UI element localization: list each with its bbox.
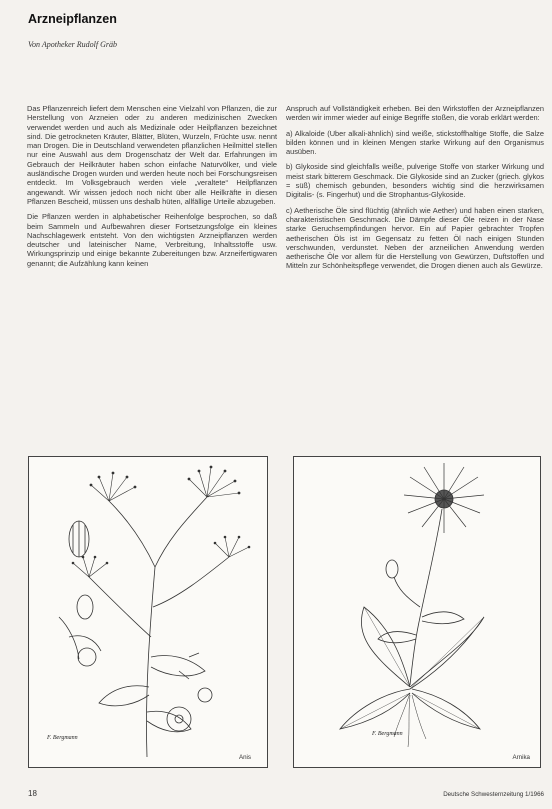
anise-illustration xyxy=(29,457,267,767)
paragraph: Das Pflanzenreich liefert dem Menschen eine Vielzahl von Pflanzen, die zur Herstellung von Arzneien oder zu anderen medizinischen Zwecken verwendet werden und auch als Medizinale oder Heilpflanzen bezeichnet sind. Die getrockneten Kräuter, Blätter, Blüten, Wurzeln, Früchte usw. nennt man Drogen. Die in Deutschland verwendeten pflanzlichen Heilmittel stellen nur eine Auswahl aus dem Drogenschatz der Welt dar. Erfahrungen im Gebrauch der Heilkräuter haben schon einfache Naturvölker, und viele ausländische Drogen wurden und werden heute noch bei Forschungsreisen entdeckt. Im Volksgebrauch werden viele „veraltete“ Heilpflanzen angewandt. Wir wissen jedoch noch nicht über alle Heilkräfte in diesen Pflanzen Bescheid, müssen uns deshalb hüten, allfällige Urteile abzugeben. xyxy=(27,104,277,206)
figure-caption: Arnika xyxy=(512,754,530,761)
illustrator-signature: F. Bergmann xyxy=(372,731,403,737)
figure-arnika xyxy=(293,456,541,768)
arnica-illustration xyxy=(294,457,540,767)
paragraph: a) Alkaloide (Uber alkali-ähnlich) sind weiße, stickstoffhaltige Stoffe, die Salze bilden können und in kleinen Mengen starke Wirkung auf den Organismus ausüben. xyxy=(286,128,544,157)
illustrator-signature: F. Bergmann xyxy=(47,735,78,741)
figure-anis xyxy=(28,456,268,768)
page-number: 18 xyxy=(28,789,37,798)
paragraph: b) Glykoside sind gleichfalls weiße, pulverige Stoffe von starker Wirkung und meist stark bitterem Geschmack. Die Glykoside sind an Zucker (griech. glykos = süß) chemisch gebunden, besonders wichtig sind die herzwirksamen Digitalis- (s. Fingerhut) und die Strophantus-Glykoside. xyxy=(286,162,544,200)
text-column-left xyxy=(27,104,277,274)
article-author: Von Apotheker Rudolf Gräb xyxy=(28,40,117,49)
paragraph: c) Aetherische Öle sind flüchtig (ähnlich wie Aether) und haben einen starken, charakteristischen Geschmack. Die Dämpfe dieser Öle reizen in der Nase starke Geruchsempfindungen hervor. Ein auf Papier gebrachter Tropfen aetherischen Öls ist im Gegensatz zu fetten Öl nach einigen Stunden verschwunden, verdunstet. Neben der arzneilichen Anwendung werden aetherische Öle vor allem für die Herstellung von Gewürzen, Duftstoffen und Mitteln zur Schönheitspflege verwendet, die Drogen dienen auch als Gewürze. xyxy=(286,205,544,271)
paragraph: Anspruch auf Vollständigkeit erheben. Bei den Wirkstoffen der Arzneipflanzen werden wir immer wieder auf einige Begriffe stoßen, die vorab erklärt werden: xyxy=(286,104,544,123)
article-title: Arzneipflanzen xyxy=(28,12,117,26)
paragraph: Die Pflanzen werden in alphabetischer Reihenfolge besprochen, so daß beim Sammeln und Aufbewahren dieser Fortsetzungsfolge ein kleines Nachschlagewerk entsteht. Von den wichtigsten Arzneipflanzen werden deutscher und lateinischer Name, Verbreitung, Inhaltsstoffe usw. Wirkungsprinzip und einige bekannte Zubereitungen bzw. Arzneifertigwaren genannt; die Aufzählung kann keinen xyxy=(27,212,277,268)
figure-caption: Anis xyxy=(238,754,251,761)
journal-footer: Deutsche Schwesternzeitung 1/1966 xyxy=(443,791,544,798)
text-column-right xyxy=(286,104,544,277)
